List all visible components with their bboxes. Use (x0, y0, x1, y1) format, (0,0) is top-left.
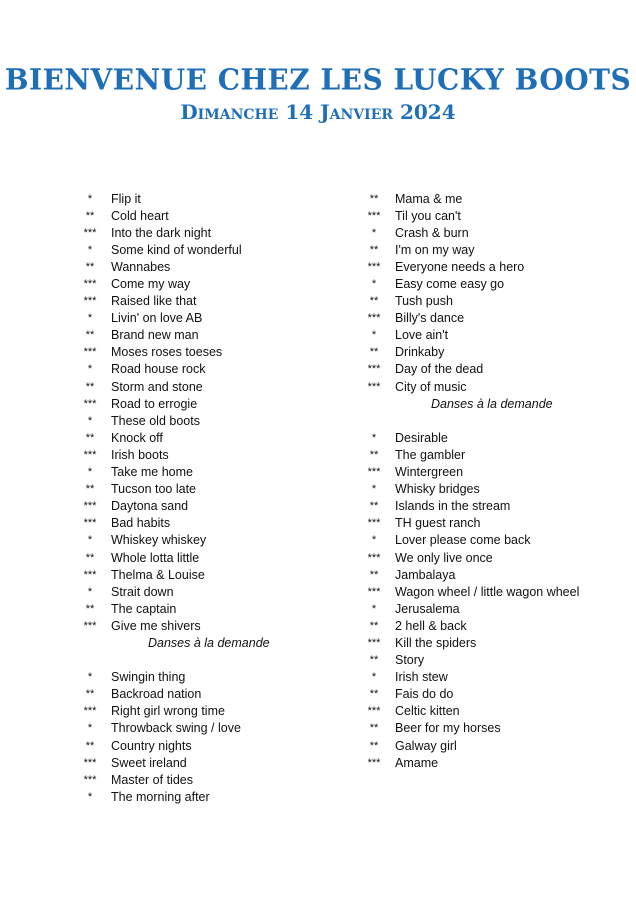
dance-name: Daytona sand (111, 499, 189, 514)
dance-item (70, 583, 330, 600)
dance-name: Bad habits (111, 516, 171, 531)
dance-name: Country nights (111, 738, 192, 753)
dance-name: Road to errogie (111, 396, 198, 411)
difficulty-stars: ** (85, 380, 95, 393)
dance-item (354, 600, 614, 617)
difficulty-stars: *** (83, 500, 97, 513)
dance-name: Backroad nation (111, 687, 202, 702)
dance-name: Jambalaya (395, 567, 456, 582)
dance-name: Easy come easy go (395, 277, 505, 292)
difficulty-stars: *** (83, 568, 97, 581)
dance-name: Mama & me (395, 191, 463, 206)
difficulty-stars: * (371, 671, 377, 684)
dance-item (70, 600, 330, 617)
dance-name: Amame (395, 755, 439, 770)
dance-name: I'm on my way (395, 242, 475, 257)
dance-name: Take me home (111, 465, 193, 480)
dance-item (354, 224, 614, 241)
dance-name: Whisky bridges (395, 482, 480, 497)
dance-item (70, 566, 330, 583)
dance-name: We only live once (395, 550, 493, 565)
dance-item (354, 258, 614, 275)
dance-list-left (70, 190, 330, 805)
dance-name: Kill the spiders (395, 635, 477, 650)
dance-name: Til you can't (395, 208, 461, 223)
difficulty-stars: ** (85, 260, 95, 273)
dance-name: Swingin thing (111, 670, 186, 685)
difficulty-stars: ** (369, 619, 379, 632)
dance-name: Storm and stone (111, 379, 203, 394)
dance-name: The gambler (395, 447, 466, 462)
dance-name: 2 hell & back (395, 618, 467, 633)
difficulty-stars: ** (369, 654, 379, 667)
difficulty-stars: * (87, 671, 93, 684)
difficulty-stars: ** (85, 329, 95, 342)
dance-name: Love ain't (395, 328, 449, 343)
dance-item (354, 293, 614, 310)
dance-item (354, 464, 614, 481)
dance-name: Come my way (111, 277, 191, 292)
difficulty-stars: * (371, 602, 377, 615)
page-date: Dimanche 14 Janvier 2024 (180, 100, 456, 124)
dance-item (70, 395, 330, 412)
dance-item (70, 532, 330, 549)
difficulty-stars: *** (367, 260, 381, 273)
dance-name: Master of tides (111, 772, 193, 787)
dance-item (354, 481, 614, 498)
dance-item (70, 754, 330, 771)
difficulty-stars: *** (83, 226, 97, 239)
difficulty-stars: * (87, 466, 93, 479)
difficulty-stars: * (371, 226, 377, 239)
difficulty-stars: *** (367, 517, 381, 530)
difficulty-stars: *** (83, 517, 97, 530)
dance-item (354, 327, 614, 344)
difficulty-stars: * (87, 585, 93, 598)
dance-name: Billy's dance (395, 311, 465, 326)
dance-item (70, 515, 330, 532)
dance-name: Story (395, 653, 425, 668)
dance-name: Tucson too late (111, 482, 197, 497)
dance-name: Desirable (395, 430, 448, 445)
dance-item (70, 464, 330, 481)
dance-name: Fais do do (395, 687, 454, 702)
dance-name: Some kind of wonderful (111, 242, 242, 257)
dance-name: Moses roses toeses (111, 345, 223, 360)
dance-name: Road house rock (111, 362, 206, 377)
difficulty-stars: *** (367, 209, 381, 222)
dance-item (70, 686, 330, 703)
dance-item (354, 720, 614, 737)
dance-item (70, 429, 330, 446)
dance-item (70, 293, 330, 310)
dance-name: These old boots (111, 413, 200, 428)
difficulty-stars: ** (85, 602, 95, 615)
difficulty-stars: * (87, 312, 93, 325)
difficulty-stars: * (87, 192, 93, 205)
difficulty-stars: * (87, 243, 93, 256)
dance-item (70, 224, 330, 241)
dance-item (354, 446, 614, 463)
difficulty-stars: ** (369, 295, 379, 308)
difficulty-stars: *** (83, 346, 97, 359)
dance-name: Thelma & Louise (111, 567, 205, 582)
difficulty-stars: *** (367, 636, 381, 649)
difficulty-stars: ** (85, 688, 95, 701)
dance-item (354, 549, 614, 566)
dance-name: Day of the dead (395, 362, 484, 377)
difficulty-stars: ** (369, 346, 379, 359)
dance-item (354, 361, 614, 378)
dance-item (70, 737, 330, 754)
dance-name: Wintergreen (395, 465, 464, 480)
difficulty-stars: *** (83, 705, 97, 718)
dance-item (354, 344, 614, 361)
dance-name: Strait down (111, 584, 174, 599)
dance-name: Irish boots (111, 447, 169, 462)
dance-item (70, 207, 330, 224)
dance-name: Whiskey whiskey (111, 533, 207, 548)
dance-name: Raised like that (111, 294, 197, 309)
dance-item (354, 703, 614, 720)
difficulty-stars: ** (369, 688, 379, 701)
difficulty-stars: ** (369, 500, 379, 513)
on-demand-heading: Danses à la demande (148, 635, 270, 650)
dance-list-right (354, 190, 614, 771)
difficulty-stars: *** (83, 278, 97, 291)
difficulty-stars: * (371, 483, 377, 496)
dance-name: Lover please come back (395, 533, 531, 548)
page-header (0, 62, 636, 126)
dance-name: Wannabes (111, 259, 171, 274)
dance-name: Sweet ireland (111, 755, 187, 770)
dance-item (354, 378, 614, 395)
difficulty-stars: ** (85, 551, 95, 564)
on-demand-heading: Danses à la demande (431, 396, 553, 411)
difficulty-stars: * (87, 414, 93, 427)
dance-name: Right girl wrong time (111, 704, 225, 719)
dance-item (354, 566, 614, 583)
difficulty-stars: *** (83, 773, 97, 786)
difficulty-stars: * (87, 534, 93, 547)
dance-name: Throwback swing / love (111, 721, 241, 736)
dance-name: Into the dark night (111, 225, 212, 240)
dance-item (70, 669, 330, 686)
dance-item (354, 310, 614, 327)
dance-item (70, 720, 330, 737)
difficulty-stars: * (87, 790, 93, 803)
difficulty-stars: *** (367, 380, 381, 393)
dance-item (354, 583, 614, 600)
difficulty-stars: *** (83, 295, 97, 308)
dance-item (70, 412, 330, 429)
difficulty-stars: * (371, 534, 377, 547)
page-title: BIENVENUE CHEZ LES LUCKY BOOTS (4, 62, 632, 97)
dance-name: Wagon wheel / little wagon wheel (395, 584, 580, 599)
dance-item (70, 378, 330, 395)
dance-name: Jerusalema (395, 601, 460, 616)
difficulty-stars: *** (367, 363, 381, 376)
difficulty-stars: *** (83, 397, 97, 410)
dance-item (354, 737, 614, 754)
difficulty-stars: *** (83, 756, 97, 769)
dance-item (354, 207, 614, 224)
dance-item (354, 515, 614, 532)
dance-name: Irish stew (395, 670, 448, 685)
difficulty-stars: ** (85, 209, 95, 222)
difficulty-stars: ** (85, 431, 95, 444)
difficulty-stars: *** (367, 705, 381, 718)
difficulty-stars: ** (85, 483, 95, 496)
dance-name: Drinkaby (395, 345, 445, 360)
difficulty-stars: ** (369, 568, 379, 581)
dance-name: Crash & burn (395, 225, 469, 240)
difficulty-stars: *** (367, 466, 381, 479)
dance-item (70, 788, 330, 805)
dance-name: Galway girl (395, 738, 457, 753)
dance-item (354, 532, 614, 549)
difficulty-stars: ** (369, 739, 379, 752)
list-spacer (354, 412, 614, 429)
dance-item (70, 771, 330, 788)
dance-name: Everyone needs a hero (395, 259, 525, 274)
dance-item (70, 549, 330, 566)
dance-item (70, 481, 330, 498)
dance-item (70, 275, 330, 292)
dance-item (70, 361, 330, 378)
dance-name: The morning after (111, 789, 210, 804)
dance-item (354, 241, 614, 258)
dance-name: Brand new man (111, 328, 199, 343)
difficulty-stars: *** (83, 619, 97, 632)
dance-item (70, 258, 330, 275)
dance-name: Beer for my horses (395, 721, 501, 736)
list-spacer (70, 652, 330, 669)
dance-item (70, 446, 330, 463)
dance-name: Cold heart (111, 208, 169, 223)
difficulty-stars: ** (369, 448, 379, 461)
dance-item (354, 669, 614, 686)
dance-item (70, 190, 330, 207)
dance-name: Livin' on love AB (111, 311, 203, 326)
dance-item (70, 310, 330, 327)
difficulty-stars: * (87, 722, 93, 735)
dance-item (354, 617, 614, 634)
difficulty-stars: * (371, 278, 377, 291)
dance-item (354, 686, 614, 703)
dance-item (354, 190, 614, 207)
difficulty-stars: *** (367, 585, 381, 598)
difficulty-stars: * (371, 329, 377, 342)
difficulty-stars: *** (367, 756, 381, 769)
difficulty-stars: ** (369, 722, 379, 735)
dance-name: Whole lotta little (111, 550, 200, 565)
dance-item (354, 498, 614, 515)
dance-item (354, 754, 614, 771)
difficulty-stars: * (87, 363, 93, 376)
difficulty-stars: *** (83, 448, 97, 461)
dance-item (354, 429, 614, 446)
dance-item (354, 275, 614, 292)
dance-name: Flip it (111, 191, 141, 206)
difficulty-stars: ** (85, 739, 95, 752)
dance-item (70, 498, 330, 515)
dance-name: TH guest ranch (395, 516, 481, 531)
difficulty-stars: ** (369, 192, 379, 205)
dance-item (354, 652, 614, 669)
difficulty-stars: *** (367, 551, 381, 564)
dance-item (70, 241, 330, 258)
dance-item (70, 327, 330, 344)
dance-name: The captain (111, 601, 177, 616)
dance-item (70, 344, 330, 361)
dance-item (354, 634, 614, 651)
dance-item (70, 703, 330, 720)
dance-item (70, 617, 330, 634)
dance-name: Tush push (395, 294, 453, 309)
difficulty-stars: * (371, 431, 377, 444)
dance-name: Give me shivers (111, 618, 201, 633)
dance-name: Knock off (111, 430, 163, 445)
difficulty-stars: ** (369, 243, 379, 256)
difficulty-stars: *** (367, 312, 381, 325)
dance-name: City of music (395, 379, 467, 394)
dance-name: Islands in the stream (395, 499, 511, 514)
dance-name: Celtic kitten (395, 704, 460, 719)
